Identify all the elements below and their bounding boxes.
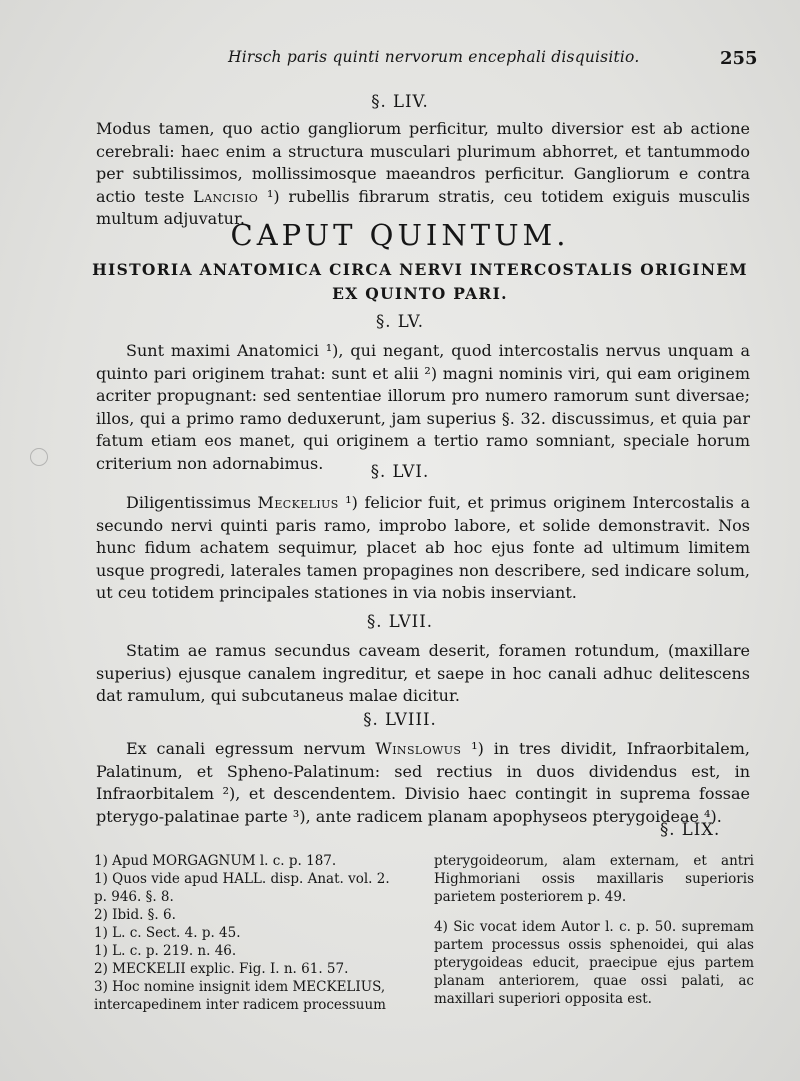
page-number: 255	[720, 48, 758, 69]
paragraph-liv-text-b: ¹) rubellis fibrarum stratis, ceu totidem exiguis musculis multum adjuvatur.	[96, 186, 751, 228]
running-title: Hirsch paris quinti nervorum encephali disquisitio.	[228, 48, 640, 66]
footnotes	[94, 852, 756, 1032]
footnote: 1) Apud MORGAGNUM l. c. p. 187.	[94, 853, 337, 869]
footnotes-left-column	[94, 852, 414, 1014]
footnote: 3) Hoc nomine insignit idem MECKELIUS, intercapedinem inter radicem processuum	[94, 979, 386, 1013]
chapter-subtitle: HISTORIA ANATOMICA CIRCA NERVI INTERCOSTALIS ORIGINEM EX QUINTO PARI.	[92, 260, 748, 303]
paragraph-lvi-text-a: Diligentissimus	[126, 493, 258, 512]
paragraph-lvi-text-b: ¹) felicior fuit, et primus originem Intercostalis a secundo nervi quinti paris ramo, improbo labore, et solide demonstravit. Nos hunc fidum achatem sequimur, placet ab hoc ejus fonte ad ultimum limitem usque progredi, laterales tamen propagines non describere, sed indicare solum, ut ceu totidem principales stationes in via nobis inserviant.	[96, 493, 750, 602]
paragraph-lviii	[96, 738, 750, 828]
author-name-meckelius: Meckelius	[257, 493, 339, 512]
footnote: 1) Quos vide apud HALL. disp. Anat. vol. 2.	[94, 871, 390, 887]
paragraph-lvii-text: Statim ae ramus secundus caveam deserit, foramen rotundum, (maxillare superius) ejusque canalem ingreditur, et saepe in hoc canali adhuc delitescens dat ramulum, qui subcutaneus malae dicitur.	[96, 641, 750, 705]
paragraph-lvi	[96, 492, 750, 605]
footnote: p. 946. §. 8.	[94, 889, 174, 905]
footnote: 2) Ibid. §. 6.	[94, 907, 176, 923]
paragraph-lvii	[96, 640, 750, 708]
author-name-lancisio: Lancisio	[193, 186, 259, 206]
author-name-winslowus: Winslowus	[375, 739, 462, 758]
footnotes-right-column	[434, 852, 754, 1008]
section-heading-lv: §. LV.	[375, 312, 424, 331]
section-heading-lvi: §. LVI.	[370, 462, 430, 481]
paragraph-liv-text-a: Modus tamen, quo actio gangliorum perficitur, multo diversior est ab actione cerebrali: haec enim a structura musculari plurimum abhorret, et tantummodo per subtilissimos, mollissimosque maeandros perficitur. Gangliorum e contra actio teste	[96, 119, 750, 206]
chapter-title: CAPUT QUINTUM.	[230, 218, 570, 252]
paragraph-lv-text: Sunt maximi Anatomici ¹), qui negant, quod intercostalis nervus unquam a quinto pari originem trahat: sunt et alii ²) magni nominis viri, qui eam originem acriter propugnant: sed sententiae illorum pro numero ramorum sunt diversae; illos, qui a primo ramo deduxerunt, jam superius §. 32. discussimus, et quia par fatum etiam eos manet, qui originem a tertio ramo somniant, speciale horum criterium non adornabimus.	[96, 341, 750, 473]
section-heading-lix: §. LIX.	[660, 820, 721, 839]
section-heading-lviii: §. LVIII.	[363, 710, 437, 729]
section-heading-liv: §. LIV.	[371, 92, 429, 111]
paragraph-lv	[96, 340, 750, 475]
footnote-continuation: pterygoideorum, alam externam, et antri Highmoriani ossis maxillaris superioris parietem posteriorem p. 49.	[434, 853, 754, 905]
paragraph-liv	[96, 118, 750, 231]
paragraph-lviii-text-b: ¹) in tres dividit, Infraorbitalem, Palatinum, et Spheno-Palatinum: sed rectius in duos dividendus est, in Infraorbitalem ²), et descendentem. Divisio haec contingit in suprema fossae pterygo-palatinae parte ³), ante radicem planam apophyseos pterygoideae ⁴).	[96, 739, 750, 826]
footnote: 4) Sic vocat idem Autor l. c. p. 50. supremam partem processus ossis sphenoidei, qui alas pterygoideas educit, praecipue ejus partem planam anteriorem, quae ossi palati, ac maxillari superiori opposita est.	[434, 919, 754, 1007]
running-head	[0, 48, 800, 74]
footnote: 1) L. c. Sect. 4. p. 45.	[94, 925, 241, 941]
paragraph-lviii-text-a: Ex canali egressum nervum	[126, 739, 376, 758]
footnote: 2) MECKELII explic. Fig. I. n. 61. 57.	[94, 961, 349, 977]
section-heading-lvii: §. LVII.	[367, 612, 433, 631]
footnote: 1) L. c. p. 219. n. 46.	[94, 943, 237, 959]
